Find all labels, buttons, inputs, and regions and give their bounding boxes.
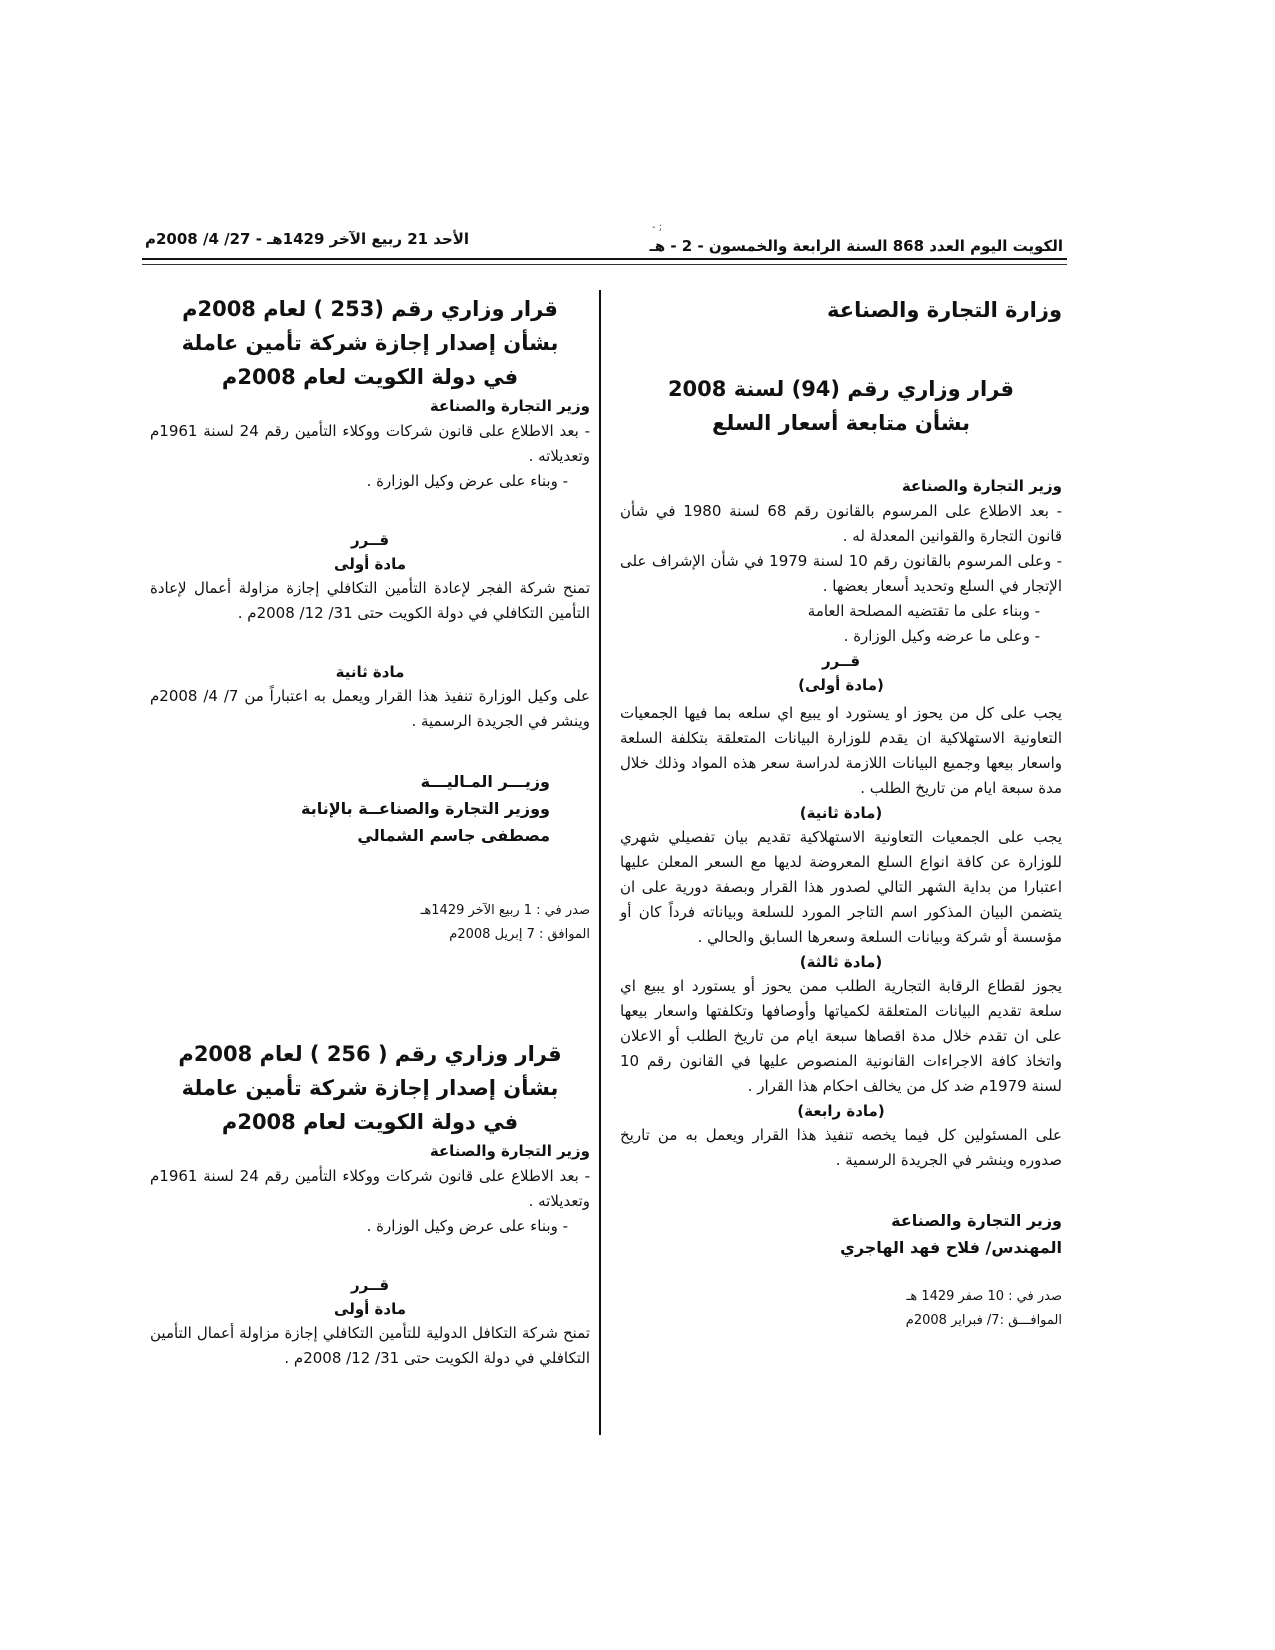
corresponding-date: الموافـــق :7/ فبراير 2008م: [905, 1313, 1062, 1328]
preamble-item: - بعد الاطلاع على المرسوم بالقانون رقم 68 لسنة 1980 في شأن قانون التجارة والقوانين المعدلة له .: [620, 502, 1063, 545]
minister-heading: وزير التجارة والصناعة: [901, 477, 1062, 495]
article-text: على المسئولين كل فيما يخصه تنفيذ هذا القرار ويعمل به من تاريخ صدوره وينشر في الجريدة الرسمية .: [620, 1126, 1062, 1169]
signature-title: ووزير التجارة والصناعــة بالإنابة: [301, 799, 550, 818]
decided-heading: قــرر: [350, 531, 390, 549]
article-text: يجوز لقطاع الرقابة التجارية الطلب ممن يحوز أو يستورد او يبيع اي سلعة تقديم البيانات المتعلقة لكمياتها وأوصافها وتكلفتها واسعار بيعها على ان تقدم خلال مدة اقصاها سبعة ايام من تاريخ الطلب أو الاعلان واتخاذ كافة الاجراءات القانونية المنصوص عليها في القانون رقم 10 لسنة 1979م ضد كل من يخالف احكام هذا القرار .: [620, 977, 1062, 1095]
article-text: يجب على الجمعيات التعاونية الاستهلاكية تقديم بيان تفصيلي شهري للوزارة عن كافة انواع السلع المعروضة لديها مع السعر المعلن عليها اعتبارا من بداية الشهر التالي لصدور هذا القرار وبصفة دورية على ان يتضمن البيان المذكور اسم التاجر المورد للسلعة وبياناته فرداً كان أو مؤسسة أو شركة وبيانات السلعة وسعرها السابق والحالي .: [620, 828, 1062, 946]
header-rule: [142, 258, 1067, 260]
article-heading: مادة أولى: [334, 555, 406, 573]
article-heading: (مادة رابعة): [797, 1102, 885, 1120]
minister-heading: وزير التجارة والصناعة: [429, 1142, 590, 1160]
issued-date: صدر في : 10 صفر 1429 هـ: [906, 1289, 1062, 1304]
article-heading: (مادة أولى): [798, 676, 884, 694]
ministry-title: وزارة التجارة والصناعة: [827, 298, 1062, 322]
article-text: تمنح شركة الفجر لإعادة التأمين التكافلي إجازة مزاولة أعمال لإعادة التأمين التكافلي في دولة الكويت حتى 31/ 12/ 2008م .: [150, 579, 590, 622]
preamble-item: - بعد الاطلاع على قانون شركات ووكلاء التأمين رقم 24 لسنة 1961م وتعديلاته .: [150, 1167, 590, 1210]
decided-heading: قــرر: [350, 1276, 390, 1294]
article-heading: (مادة ثالثة): [799, 953, 883, 971]
article-heading: مادة أولى: [334, 1300, 406, 1318]
signature-block: [150, 768, 590, 849]
article-heading: (مادة ثانية): [799, 804, 883, 822]
decision-253-title: [150, 292, 590, 394]
signature-title: وزير التجارة والصناعة: [891, 1211, 1062, 1230]
decision-title-line: بشأن متابعة أسعار السلع: [712, 411, 970, 435]
preamble-item: - بعد الاطلاع على قانون شركات ووكلاء التأمين رقم 24 لسنة 1961م وتعديلاته .: [150, 422, 590, 465]
scan-speck: - ;: [652, 222, 663, 233]
decision-title-line: قرار وزاري رقم (253 ) لعام 2008م: [182, 297, 558, 321]
decision-title-line: بشأن إصدار إجازة شركة تأمين عاملة: [181, 331, 559, 355]
preamble-item: - وبناء على ما تقتضيه المصلحة العامة: [807, 602, 1040, 620]
decision-title-line: قرار وزاري رقم ( 256 ) لعام 2008م: [178, 1042, 562, 1066]
issued-date: صدر في : 1 ربيع الآخر 1429هـ: [420, 903, 590, 918]
article-text: يجب على كل من يحوز او يستورد او يبيع اي سلعه بما فيها الجمعيات التعاونية الاستهلاكية ان يقدم للوزارة البيانات المتعلقة بتكلفة السلعة واسعار بيعها وجميع البيانات اللازمة لدراسة سعر هذه المواد وذلك خلال مدة سبعة ايام من تاريخ الطلب .: [620, 704, 1062, 797]
corresponding-date: الموافق : 7 إبريل 2008م: [449, 927, 590, 942]
signature-title: وزيـــر المـاليـــة: [420, 772, 550, 791]
article-text: تمنح شركة التكافل الدولية للتأمين التكافلي إجازة مزاولة أعمال التأمين التكافلي في دولة الكويت حتى 31/ 12/ 2008م .: [150, 1324, 590, 1367]
decision-title-line: في دولة الكويت لعام 2008م: [221, 365, 519, 389]
right-column: [620, 290, 1062, 1333]
decision-94-title: [620, 372, 1062, 440]
left-column: [150, 292, 590, 1371]
article-heading: مادة ثانية: [335, 663, 405, 681]
preamble-item: - وعلى المرسوم بالقانون رقم 10 لسنة 1979 في شأن الإشراف على الإتجار في السلع وتحديد أسعار بعضها .: [620, 552, 1063, 595]
decided-heading: قــرر: [821, 652, 861, 670]
preamble-item: - وبناء على عرض وكيل الوزارة .: [366, 472, 568, 490]
header-date: الأحد 21 ربيع الآخر 1429هـ - 27/ 4/ 2008م: [145, 230, 470, 248]
header-rule-thin: [142, 264, 1067, 265]
decision-title-line: قرار وزاري رقم (94) لسنة 2008: [667, 377, 1015, 401]
article-text: على وكيل الوزارة تنفيذ هذا القرار ويعمل به اعتباراً من 7/ 4/ 2008م وينشر في الجريدة الرسمية .: [150, 687, 591, 730]
decision-256-title: [150, 1037, 590, 1139]
column-divider: [599, 290, 601, 1435]
decision-title-line: بشأن إصدار إجازة شركة تأمين عاملة: [181, 1076, 559, 1100]
signature-name: المهندس/ فلاح فهد الهاجري: [840, 1238, 1062, 1257]
minister-heading: وزير التجارة والصناعة: [429, 397, 590, 415]
preamble-item: - وعلى ما عرضه وكيل الوزارة .: [843, 627, 1040, 645]
signature-name: مصطفى جاسم الشمالي: [357, 826, 550, 845]
decision-title-line: في دولة الكويت لعام 2008م: [221, 1110, 519, 1134]
header-issue-info: الكويت اليوم العدد 868 السنة الرابعة والخمسون - 2 - هـ: [649, 237, 1063, 255]
preamble-item: - وبناء على عرض وكيل الوزارة .: [366, 1217, 568, 1235]
